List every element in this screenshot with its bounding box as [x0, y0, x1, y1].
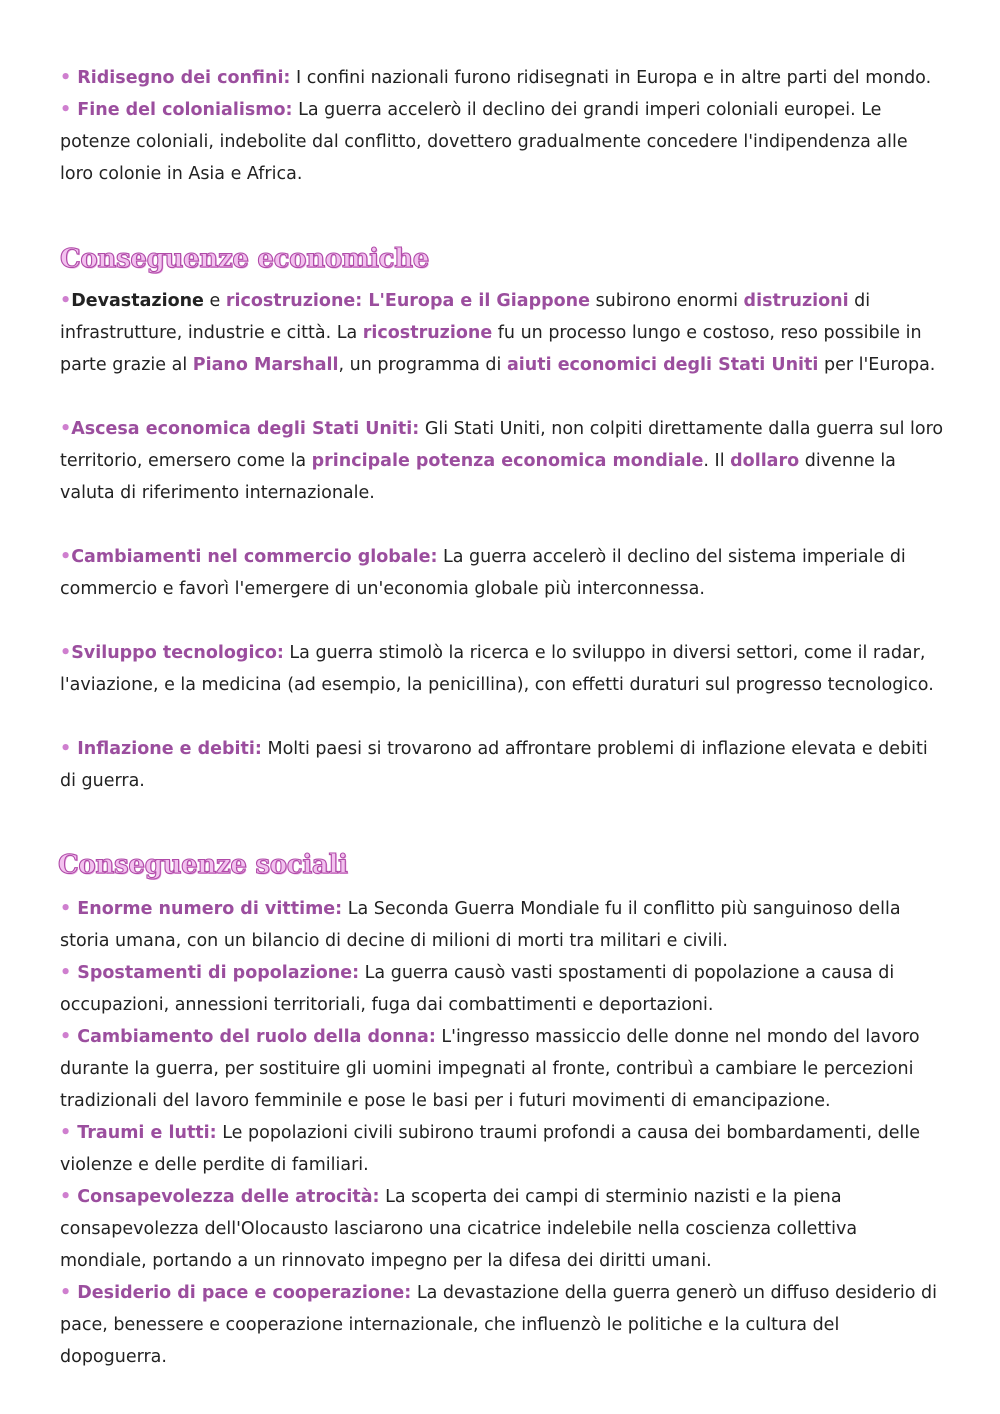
section-heading-social: Conseguenze sociali	[58, 850, 348, 880]
item-text: Gli Stati Uniti, non colpiti direttamente dalla guerra sul loro territorio, emersero come la	[60, 419, 944, 471]
item-text: La Seconda Guerra Mondiale fu il conflitto più sanguinoso della storia umana, con un bilancio di decine di milioni di morti tra militari e civili.	[60, 899, 901, 951]
economic-item-us-rise	[60, 413, 945, 509]
list-item	[60, 1181, 945, 1277]
list-item	[60, 957, 945, 1021]
item-label: Consapevolezza delle atrocità:	[77, 1187, 380, 1207]
list-item	[60, 1021, 945, 1117]
highlight-text: Piano Marshall	[192, 355, 339, 375]
bullet-icon: •	[60, 291, 72, 311]
item-label: Spostamenti di popolazione:	[77, 963, 360, 983]
item-label: Ascesa economica degli Stati Uniti:	[71, 419, 420, 439]
item-text: . Il	[703, 451, 731, 471]
list-item	[60, 62, 945, 94]
section-heading-economic: Conseguenze economiche	[60, 244, 430, 274]
item-text: Molti paesi si trovarono ad affrontare problemi di inflazione elevata e debiti di guerra.	[60, 739, 928, 791]
item-text: , un programma di	[338, 355, 507, 375]
item-text: fu un processo lungo e costoso, reso possibile in parte grazie al	[60, 323, 922, 375]
item-text: I confini nazionali furono ridisegnati in Europa e in altre parti del mondo.	[290, 68, 932, 88]
bullet-icon: •	[60, 419, 72, 439]
item-label: Desiderio di pace e cooperazione:	[77, 1283, 412, 1303]
bullet-icon: •	[60, 963, 78, 983]
item-text: La guerra stimolò la ricerca e lo sviluppo in diversi settori, come il radar, l'aviazione, e la medicina (ad esempio, la penicillina), con effetti duraturi sul progresso tecnologico.	[60, 643, 934, 695]
highlight-text: distruzioni	[743, 291, 849, 311]
bullet-list-social	[60, 893, 945, 1373]
bullet-icon: •	[60, 1027, 78, 1047]
item-text: per l'Europa.	[818, 355, 936, 375]
highlight-text: principale potenza economica mondiale	[311, 451, 704, 471]
economic-item-technology	[60, 637, 945, 701]
item-text: e	[203, 291, 226, 311]
bullet-icon: •	[60, 643, 72, 663]
item-label: Traumi e lutti:	[77, 1123, 217, 1143]
list-item	[60, 1277, 945, 1373]
bullet-icon: •	[60, 68, 78, 88]
item-text: Le popolazioni civili subirono traumi profondi a causa dei bombardamenti, delle violenze e delle perdite di familiari.	[60, 1123, 920, 1175]
bullet-icon: •	[60, 100, 78, 120]
item-text: di infrastrutture, industrie e città. La	[60, 291, 871, 343]
item-label: Sviluppo tecnologico:	[71, 643, 284, 663]
item-text: La guerra causò vasti spostamenti di popolazione a causa di occupazioni, annessioni territoriali, fuga dai combattimenti e deportazioni.	[60, 963, 895, 1015]
item-text: La devastazione della guerra generò un diffuso desiderio di pace, benessere e cooperazione internazionale, che influenzò le politiche e la cultura del dopoguerra.	[60, 1283, 938, 1367]
list-item	[60, 94, 945, 190]
bullet-icon: •	[60, 547, 72, 567]
item-label: Devastazione	[71, 291, 204, 311]
bullet-icon: •	[60, 1283, 78, 1303]
list-item	[60, 1117, 945, 1181]
bullet-icon: •	[60, 739, 78, 759]
bullet-icon: •	[60, 899, 78, 919]
item-label: Ridisegno dei confini:	[77, 68, 291, 88]
bullet-list-political	[60, 62, 945, 190]
item-label: Cambiamenti nel commercio globale:	[71, 547, 438, 567]
item-text: La guerra accelerò il declino dei grandi imperi coloniali europei. Le potenze coloniali, indebolite dal conflitto, dovettero gradualmente concedere l'indipendenza alle loro colonie in Asia e Africa.	[60, 100, 908, 184]
list-item	[60, 893, 945, 957]
item-label: Enorme numero di vittime:	[77, 899, 343, 919]
bullet-icon: •	[60, 1187, 78, 1207]
economic-item-inflation	[60, 733, 945, 797]
item-label: Cambiamento del ruolo della donna:	[77, 1027, 436, 1047]
highlight-text: ricostruzione	[362, 323, 493, 343]
item-label: Inflazione e debiti:	[77, 739, 262, 759]
item-text: divenne la valuta di riferimento internazionale.	[60, 451, 896, 503]
item-label: Fine del colonialismo:	[77, 100, 293, 120]
highlight-text: dollaro	[730, 451, 800, 471]
highlight-text: aiuti economici degli Stati Uniti	[506, 355, 819, 375]
highlight-text: ricostruzione: L'Europa e il Giappone	[225, 291, 590, 311]
item-text: La scoperta dei campi di sterminio nazisti e la piena consapevolezza dell'Olocausto lasciarono una cicatrice indelebile nella coscienza collettiva mondiale, portando a un rinnovato impegno per la difesa dei diritti umani.	[60, 1187, 858, 1271]
economic-item-devastation	[60, 285, 945, 381]
bullet-icon: •	[60, 1123, 78, 1143]
item-text: L'ingresso massiccio delle donne nel mondo del lavoro durante la guerra, per sostituire gli uomini impegnati al fronte, contribuì a cambiare le percezioni tradizionali del lavoro femminile e pose le basi per i futuri movimenti di emancipazione.	[60, 1027, 920, 1111]
item-text: subirono enormi	[590, 291, 744, 311]
economic-item-commerce	[60, 541, 945, 605]
item-text: La guerra accelerò il declino del sistema imperiale di commercio e favorì l'emergere di un'economia globale più interconnessa.	[60, 547, 906, 599]
